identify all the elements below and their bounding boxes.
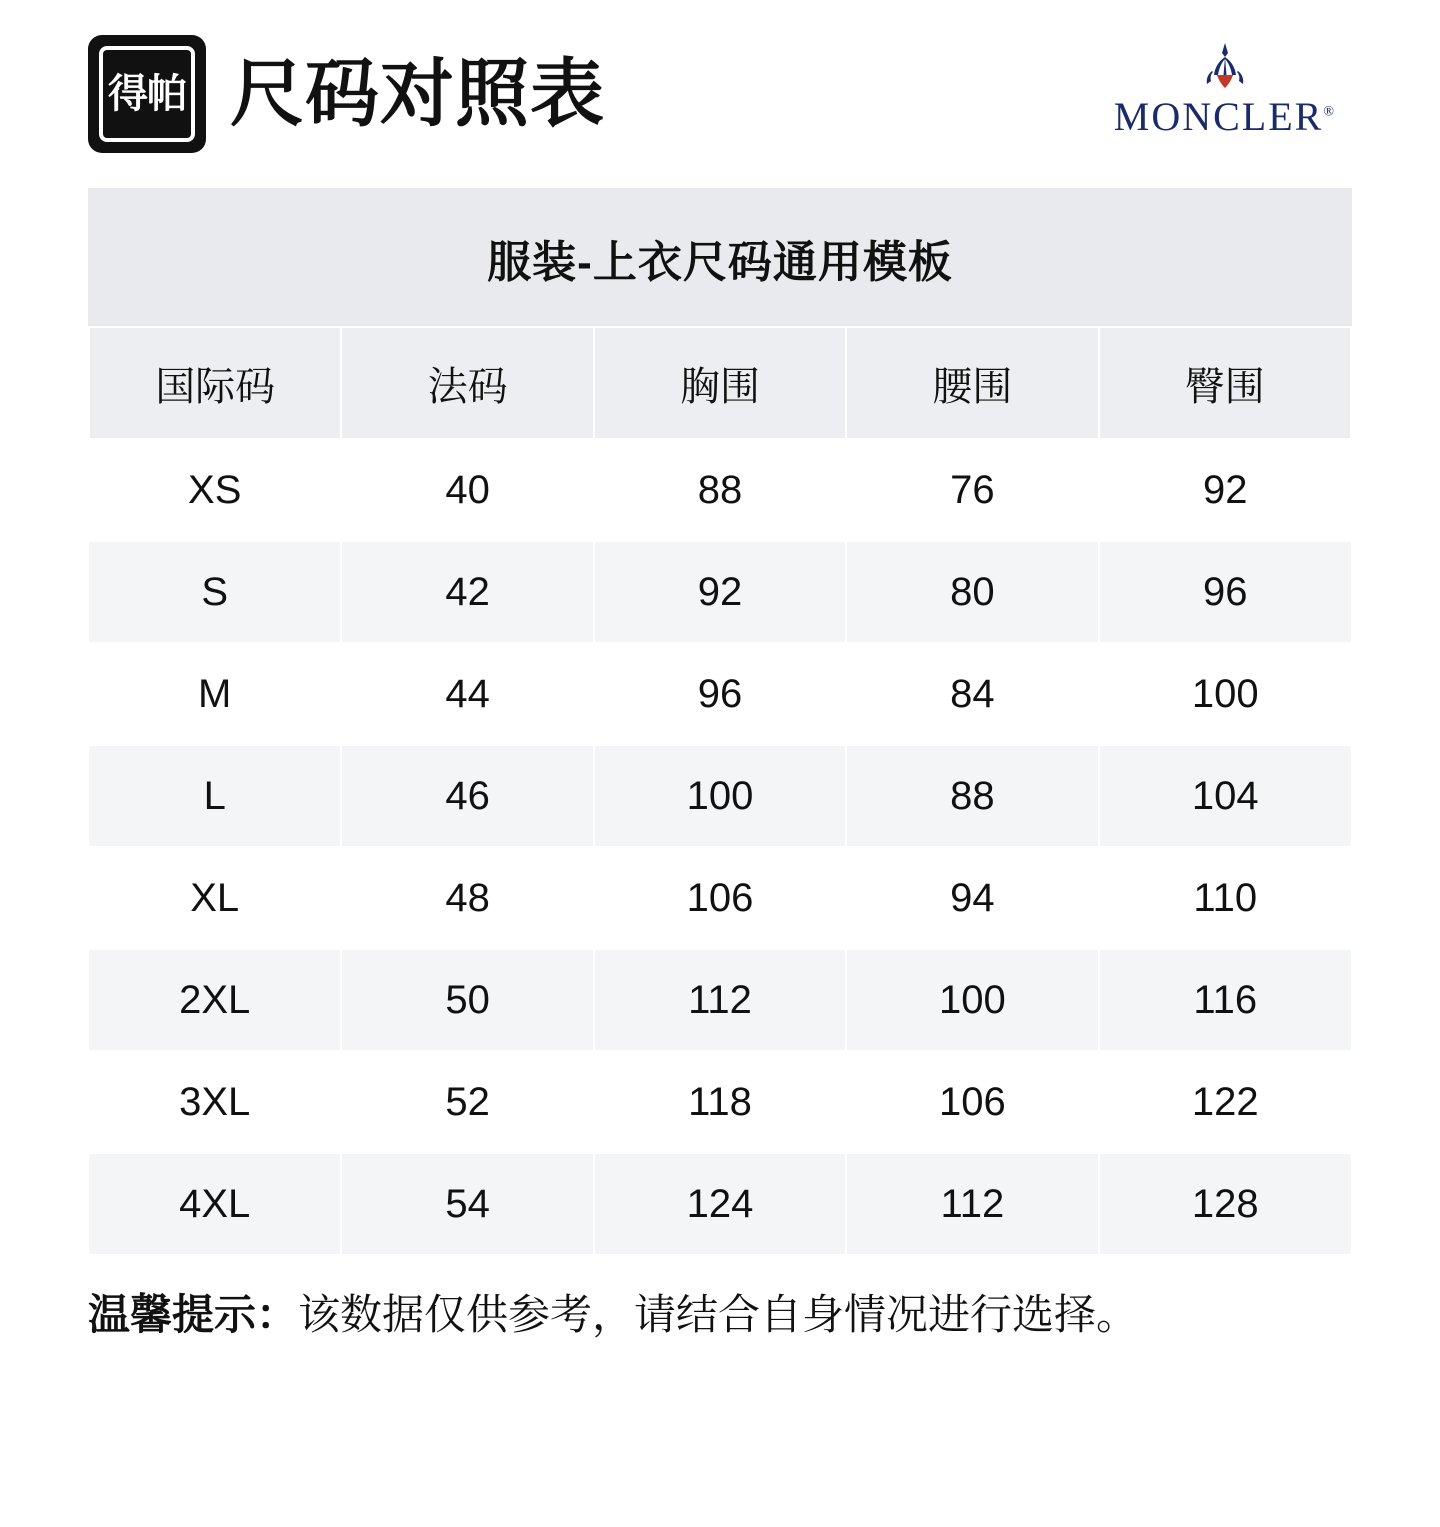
cell-french: 52 (341, 1051, 593, 1153)
cell-hip: 104 (1099, 745, 1351, 847)
table-row (89, 847, 1351, 949)
column-header-international: 国际码 (89, 327, 341, 439)
cell-waist: 88 (846, 745, 1098, 847)
cell-waist: 106 (846, 1051, 1098, 1153)
moncler-rooster-icon (1114, 39, 1336, 95)
page-header (0, 0, 1440, 160)
table-row (89, 643, 1351, 745)
table-row (89, 439, 1351, 541)
cell-waist: 76 (846, 439, 1098, 541)
cell-french: 42 (341, 541, 593, 643)
column-header-waist: 腰围 (846, 327, 1098, 439)
cell-bust: 124 (594, 1153, 846, 1255)
disclaimer-text: 该数据仅供参考，请结合自身情况进行选择。 (298, 1291, 1139, 1338)
cell-french: 40 (341, 439, 593, 541)
brand-badge-frame (99, 46, 195, 142)
cell-size: 2XL (89, 949, 341, 1051)
cell-bust: 96 (594, 643, 846, 745)
brand-logo-wordmark (1113, 94, 1336, 139)
cell-bust: 100 (594, 745, 846, 847)
cell-hip: 122 (1099, 1051, 1351, 1153)
cell-french: 50 (341, 949, 593, 1051)
cell-size: S (89, 541, 341, 643)
table-header (89, 327, 1351, 439)
brand-badge (88, 35, 206, 153)
cell-bust: 118 (594, 1051, 846, 1153)
cell-hip: 100 (1099, 643, 1351, 745)
column-header-bust: 胸围 (594, 327, 846, 439)
brand-logo (1114, 39, 1352, 137)
cell-french: 48 (341, 847, 593, 949)
cell-waist: 94 (846, 847, 1098, 949)
table-header-row (89, 327, 1351, 439)
disclaimer-note (88, 1290, 1352, 1340)
cell-hip: 96 (1099, 541, 1351, 643)
cell-bust: 92 (594, 541, 846, 643)
size-chart-table (88, 326, 1352, 1256)
cell-bust: 106 (594, 847, 846, 949)
brand-logo-text: MONCLER (1113, 94, 1324, 139)
table-title: 服装-上衣尺码通用模板 (88, 188, 1352, 326)
cell-waist: 84 (846, 643, 1098, 745)
cell-size: 3XL (89, 1051, 341, 1153)
cell-hip: 128 (1099, 1153, 1351, 1255)
brand-badge-label: 得帕 (108, 72, 186, 116)
cell-waist: 100 (846, 949, 1098, 1051)
table-row (89, 949, 1351, 1051)
cell-size: L (89, 745, 341, 847)
table-body (89, 439, 1351, 1255)
cell-hip: 116 (1099, 949, 1351, 1051)
cell-french: 44 (341, 643, 593, 745)
cell-bust: 112 (594, 949, 846, 1051)
cell-bust: 88 (594, 439, 846, 541)
cell-hip: 110 (1099, 847, 1351, 949)
cell-size: XL (89, 847, 341, 949)
cell-size: 4XL (89, 1153, 341, 1255)
table-row (89, 1153, 1351, 1255)
cell-waist: 80 (846, 541, 1098, 643)
table-row (89, 745, 1351, 847)
page-title: 尺码对照表 (230, 52, 605, 135)
disclaimer-label: 温馨提示： (88, 1291, 299, 1338)
cell-size: XS (89, 439, 341, 541)
cell-size: M (89, 643, 341, 745)
cell-french: 46 (341, 745, 593, 847)
cell-waist: 112 (846, 1153, 1098, 1255)
column-header-hip: 臀围 (1099, 327, 1351, 439)
table-row (89, 541, 1351, 643)
registered-mark: ® (1323, 104, 1336, 120)
cell-french: 54 (341, 1153, 593, 1255)
column-header-french: 法码 (341, 327, 593, 439)
table-row (89, 1051, 1351, 1153)
cell-hip: 92 (1099, 439, 1351, 541)
size-table-container (88, 188, 1352, 1256)
